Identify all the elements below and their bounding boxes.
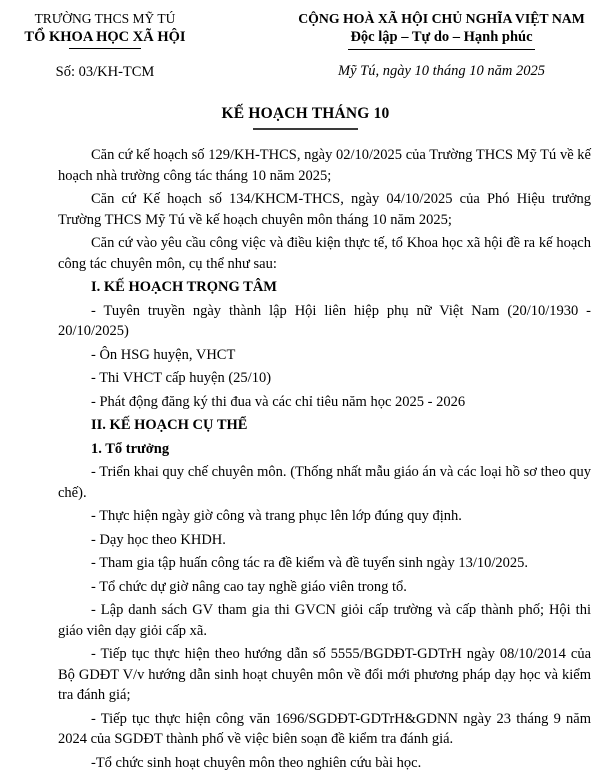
school-name: TRƯỜNG THCS MỸ TÚ bbox=[34, 11, 176, 26]
body-paragraph: - Dạy học theo KHDH. bbox=[91, 531, 226, 548]
department-name: TỔ KHOA HỌC XÃ HỘI bbox=[24, 29, 186, 45]
title-underline-rule bbox=[253, 128, 358, 130]
body-paragraph: - Ôn HSG huyện, VHCT bbox=[91, 346, 236, 363]
section-heading: II. KẾ HOẠCH CỤ THỂ bbox=[91, 417, 248, 433]
issuing-org-block bbox=[5, 10, 205, 81]
body-paragraph: -Tổ chức sinh hoạt chuyên môn theo nghiên cứu bài học. bbox=[91, 754, 422, 770]
body-paragraph: - Tổ chức dự giờ nâng cao tay nghề giáo viên trong tổ. bbox=[91, 578, 407, 595]
body-paragraph: - Lập danh sách GV tham gia thi GVCN giỏi cấp trường và cấp thành phố; Hội thi giáo viên dạy giỏi cấp xã. bbox=[58, 602, 591, 639]
national-header-block bbox=[274, 10, 609, 80]
national-motto-line: Độc lập – Tự do – Hạnh phúc bbox=[348, 28, 534, 50]
body-paragraph: - Tham gia tập huấn công tác ra đề kiểm và đề tuyển sinh ngày 13/10/2025. bbox=[91, 555, 529, 571]
body-paragraph: - Tiếp tục thực hiện công văn 1696/SGDĐT-GDTrH&GDNN ngày 23 tháng 9 năm 2024 của SGDĐT thành phố về việc biên soạn đề kiểm tra đánh giá. bbox=[58, 710, 591, 747]
body-paragraph: - Triển khai quy chế chuyên môn. (Thống nhất mẫu giáo án và các loại hồ sơ theo quy chế). bbox=[58, 464, 591, 501]
department-underline-rule bbox=[69, 48, 141, 49]
body-paragraph: Căn cứ kế hoạch số 129/KH-THCS, ngày 02/10/2025 của Trường THCS Mỹ Tú về kế hoạch nhà trường công tác tháng 10 năm 2025; bbox=[58, 147, 591, 184]
body-paragraph: - Thực hiện ngày giờ công và trang phục lên lớp đúng quy định. bbox=[91, 508, 462, 524]
body-paragraph: Căn cứ vào yêu cầu công việc và điều kiện thực tế, tổ Khoa học xã hội đề ra kế hoạch công tác chuyên môn, cụ thể như sau: bbox=[58, 235, 591, 272]
place-and-date: Mỹ Tú, ngày 10 tháng 10 năm 2025 bbox=[337, 63, 545, 79]
body-paragraph: - Phát động đăng ký thi đua và các chỉ tiêu năm học 2025 - 2026 bbox=[91, 393, 466, 410]
body-paragraph: - Thi VHCT cấp huyện (25/10) bbox=[91, 370, 272, 386]
document-number: Số: 03/KH-TCM bbox=[55, 64, 155, 80]
section-heading: 1. Tổ trưởng bbox=[91, 440, 170, 457]
body-paragraph: - Tiếp tục thực hiện theo hướng dẫn số 5555/BGDĐT-GDTrH ngày 08/10/2014 của Bộ GDĐT V/v hướng dẫn sinh hoạt chuyên môn về đổi mới phương pháp dạy học và kiểm tra đánh giá; bbox=[58, 646, 591, 703]
document-header bbox=[0, 10, 611, 81]
national-name-line: CỘNG HOÀ XÃ HỘI CHỦ NGHĨA VIỆT NAM bbox=[298, 11, 585, 26]
title-block bbox=[0, 104, 611, 130]
section-heading: I. KẾ HOẠCH TRỌNG TÂM bbox=[91, 279, 277, 295]
document-title: KẾ HOẠCH THÁNG 10 bbox=[221, 105, 390, 122]
body-paragraph: - Tuyên truyền ngày thành lập Hội liên hiệp phụ nữ Việt Nam (20/10/1930 - 20/10/2025) bbox=[58, 302, 591, 339]
body-paragraph: Căn cứ Kế hoạch số 134/KHCM-THCS, ngày 04/10/2025 của Phó Hiệu trưởng Trường THCS Mỹ Tú về kế hoạch chuyên môn tháng 10 năm 2025; bbox=[58, 191, 591, 228]
document-body bbox=[58, 145, 591, 770]
